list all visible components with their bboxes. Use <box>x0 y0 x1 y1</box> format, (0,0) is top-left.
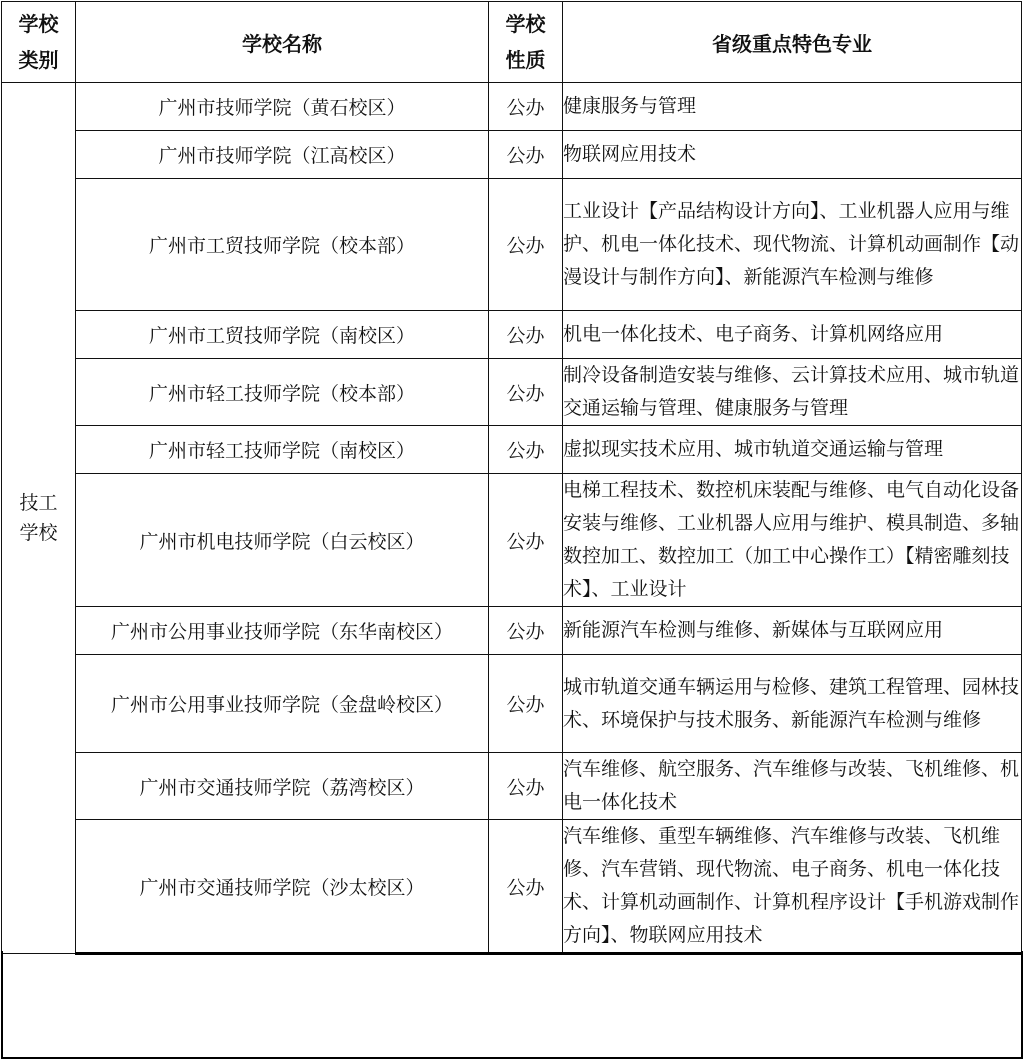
school-majors: 新能源汽车检测与维修、新媒体与互联网应用 <box>563 607 1022 655</box>
school-majors: 汽车维修、重型车辆维修、汽车维修与改装、飞机维修、汽车营销、现代物流、电子商务、机电一体化技术、计算机动画制作、计算机程序设计【手机游戏制作方向】、物联网应用技术 <box>563 820 1022 954</box>
table-row <box>2 474 1022 607</box>
school-majors: 虚拟现实技术应用、城市轨道交通运输与管理 <box>563 426 1022 474</box>
school-majors: 城市轨道交通车辆运用与检修、建筑工程管理、园林技术、环境保护与技术服务、新能源汽车检测与维修 <box>563 655 1022 753</box>
table-row <box>2 753 1022 820</box>
table-row <box>2 359 1022 426</box>
school-nature: 公办 <box>489 359 563 426</box>
school-name: 广州市轻工技师学院（校本部） <box>76 359 489 426</box>
school-nature: 公办 <box>489 820 563 954</box>
table-row <box>2 179 1022 311</box>
school-majors: 健康服务与管理 <box>563 83 1022 131</box>
school-majors: 物联网应用技术 <box>563 131 1022 179</box>
school-name: 广州市交通技师学院（沙太校区） <box>76 820 489 954</box>
school-majors: 工业设计【产品结构设计方向】、工业机器人应用与维护、机电一体化技术、现代物流、计算机动画制作【动漫设计与制作方向】、新能源汽车检测与维修 <box>563 179 1022 311</box>
school-nature: 公办 <box>489 474 563 607</box>
empty-footer-row <box>1 951 1023 1059</box>
school-nature: 公办 <box>489 83 563 131</box>
school-majors: 电梯工程技术、数控机床装配与维修、电气自动化设备安装与维修、工业机器人应用与维护、模具制造、多轴数控加工、数控加工（加工中心操作工）【精密雕刻技术】、工业设计 <box>563 474 1022 607</box>
school-name: 广州市技师学院（黄石校区） <box>76 83 489 131</box>
school-name: 广州市工贸技师学院（校本部） <box>76 179 489 311</box>
school-majors: 机电一体化技术、电子商务、计算机网络应用 <box>563 311 1022 359</box>
table-row <box>2 820 1022 954</box>
school-nature: 公办 <box>489 753 563 820</box>
table-row <box>2 607 1022 655</box>
header-key-majors: 省级重点特色专业 <box>563 2 1022 83</box>
category-cell: 技工 学校 <box>2 83 76 954</box>
header-school-name: 学校名称 <box>76 2 489 83</box>
header-school-nature: 学校 性质 <box>489 2 563 83</box>
school-name: 广州市机电技师学院（白云校区） <box>76 474 489 607</box>
table-row <box>2 311 1022 359</box>
school-majors: 汽车维修、航空服务、汽车维修与改装、飞机维修、机电一体化技术 <box>563 753 1022 820</box>
header-row <box>2 2 1022 83</box>
table-row <box>2 131 1022 179</box>
school-nature: 公办 <box>489 311 563 359</box>
school-name: 广州市工贸技师学院（南校区） <box>76 311 489 359</box>
school-name: 广州市公用事业技师学院（东华南校区） <box>76 607 489 655</box>
school-name: 广州市交通技师学院（荔湾校区） <box>76 753 489 820</box>
table-row <box>2 83 1022 131</box>
school-name: 广州市轻工技师学院（南校区） <box>76 426 489 474</box>
school-nature: 公办 <box>489 655 563 753</box>
school-nature: 公办 <box>489 426 563 474</box>
school-nature: 公办 <box>489 607 563 655</box>
header-school-category: 学校 类别 <box>2 2 76 83</box>
table-row <box>2 655 1022 753</box>
school-name: 广州市技师学院（江高校区） <box>76 131 489 179</box>
schools-table <box>1 1 1022 955</box>
school-majors: 制冷设备制造安装与维修、云计算技术应用、城市轨道交通运输与管理、健康服务与管理 <box>563 359 1022 426</box>
school-name: 广州市公用事业技师学院（金盘岭校区） <box>76 655 489 753</box>
school-nature: 公办 <box>489 131 563 179</box>
table-row <box>2 426 1022 474</box>
school-nature: 公办 <box>489 179 563 311</box>
